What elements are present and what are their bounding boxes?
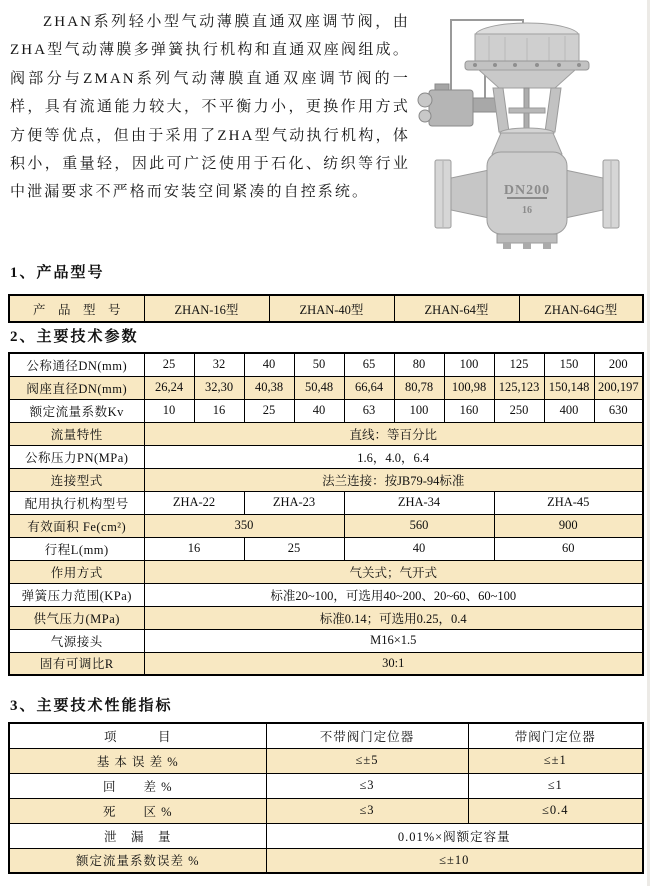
param-cell: 32,30 — [194, 376, 244, 399]
yoke — [493, 88, 561, 132]
param-cell: 63 — [344, 399, 394, 422]
table-row — [9, 445, 643, 468]
param-cell: 26,24 — [144, 376, 194, 399]
param-cell: 40 — [244, 353, 294, 376]
param-cell: 200,197 — [594, 376, 643, 399]
perf-header: 项 目 — [9, 723, 266, 748]
param-cell: 50 — [294, 353, 344, 376]
table-row — [9, 606, 643, 629]
model-cell: ZHAN-16型 — [144, 295, 269, 322]
param-cell: 80,78 — [394, 376, 444, 399]
param-cell: 直线：等百分比 — [144, 422, 643, 445]
param-cell: 66,64 — [344, 376, 394, 399]
table-row — [9, 629, 643, 652]
table-row — [9, 514, 643, 537]
param-label: 作用方式 — [9, 560, 144, 583]
param-cell: 350 — [144, 514, 344, 537]
section-title-tech-params: 2、主要技术参数 — [10, 329, 139, 345]
table-row — [9, 491, 643, 514]
param-label: 气源接头 — [9, 629, 144, 652]
param-cell: 40 — [294, 399, 344, 422]
table-row — [9, 583, 643, 606]
table-row — [9, 748, 643, 773]
bonnet — [492, 128, 562, 154]
param-cell: 标准20~100，可选用40~200、20~60、60~100 — [144, 583, 643, 606]
perf-cell: ≤0.4 — [468, 798, 643, 823]
param-cell: 10 — [144, 399, 194, 422]
param-cell: ZHA-34 — [344, 491, 494, 514]
param-cell: 125,123 — [494, 376, 544, 399]
table-row — [9, 422, 643, 445]
dn-label: DN200 — [503, 183, 551, 198]
param-cell: 1.6，4.0，6.4 — [144, 445, 643, 468]
param-cell: 250 — [494, 399, 544, 422]
perf-label: 基 本 误 差 % — [9, 748, 266, 773]
param-cell: ZHA-23 — [244, 491, 344, 514]
param-label: 固有可调比R — [9, 652, 144, 675]
param-cell: 100 — [394, 399, 444, 422]
param-label: 额定流量系数Kv — [9, 399, 144, 422]
param-cell: 32 — [194, 353, 244, 376]
tech-params-table — [8, 352, 644, 676]
param-cell: 200 — [594, 353, 643, 376]
perf-label: 额定流量系数误差 % — [9, 848, 266, 873]
param-label: 阀座直径DN(mm) — [9, 376, 144, 399]
table-row — [9, 773, 643, 798]
product-model-table — [8, 294, 644, 323]
param-label: 连接型式 — [9, 468, 144, 491]
param-cell: 160 — [444, 399, 494, 422]
param-cell: 630 — [594, 399, 643, 422]
section-title-performance: 3、主要技术性能指标 — [10, 698, 173, 714]
valve-body — [435, 152, 619, 249]
perf-cell: ≤±10 — [266, 848, 643, 873]
param-cell: 65 — [344, 353, 394, 376]
param-cell: 25 — [244, 399, 294, 422]
param-cell: 25 — [144, 353, 194, 376]
perf-cell: ≤1 — [468, 773, 643, 798]
perf-cell: ≤3 — [266, 773, 468, 798]
param-cell: ZHA-22 — [144, 491, 244, 514]
param-cell: 40,38 — [244, 376, 294, 399]
table-row — [9, 798, 643, 823]
param-cell: 150,148 — [544, 376, 594, 399]
table-row — [9, 537, 643, 560]
intro-paragraph: ZHAN系列轻小型气动薄膜直通双座调节阀，由ZHA型气动薄膜多弹簧执行机构和直通双座阀组成。阀部分与ZMAN系列气动薄膜直通双座调节阀的一样，具有流通能力较大，不平衡力小，更换作用方式方便等优点，但由于采用了ZHA型气动执行机构，体积小，重量轻，因此可广泛使用于石化、纺织等行业中泄漏要求不严格而安装空间紧凑的自控系统。 — [10, 14, 410, 201]
param-cell: 125 — [494, 353, 544, 376]
table-row — [9, 823, 643, 848]
perf-label: 死 区 % — [9, 798, 266, 823]
model-header-cell: 产 品 型 号 — [9, 295, 144, 322]
model-cell: ZHAN-64型 — [394, 295, 519, 322]
param-cell: 560 — [344, 514, 494, 537]
param-cell: 80 — [394, 353, 444, 376]
param-label: 弹簧压力范围(KPa) — [9, 583, 144, 606]
perf-cell: ≤3 — [266, 798, 468, 823]
param-label: 有效面积 Fe(cm²) — [9, 514, 144, 537]
pn-label: 16 — [522, 205, 532, 216]
param-cell: 16 — [194, 399, 244, 422]
param-cell: 60 — [494, 537, 643, 560]
param-cell: ZHA-45 — [494, 491, 643, 514]
table-row — [9, 723, 643, 748]
param-cell: 100,98 — [444, 376, 494, 399]
param-cell: 30:1 — [144, 652, 643, 675]
param-cell: 40 — [344, 537, 494, 560]
model-cell: ZHAN-40型 — [269, 295, 394, 322]
model-cell: ZHAN-64G型 — [519, 295, 643, 322]
param-cell: 900 — [494, 514, 643, 537]
section-title-product-model: 1、产品型号 — [10, 265, 105, 281]
param-cell: 100 — [444, 353, 494, 376]
table-row — [9, 295, 643, 322]
param-cell: 400 — [544, 399, 594, 422]
perf-cell: ≤±1 — [468, 748, 643, 773]
param-cell: 气关式；气开式 — [144, 560, 643, 583]
perf-label: 泄 漏 量 — [9, 823, 266, 848]
valve-photo — [405, 4, 645, 256]
actuator-dome — [465, 23, 589, 88]
param-cell: 25 — [244, 537, 344, 560]
table-row — [9, 848, 643, 873]
perf-header: 带阀门定位器 — [468, 723, 643, 748]
param-label: 流量特性 — [9, 422, 144, 445]
table-row — [9, 652, 643, 675]
param-label: 公称压力PN(MPa) — [9, 445, 144, 468]
param-cell: 16 — [144, 537, 244, 560]
table-row — [9, 353, 643, 376]
param-cell: 标准0.14；可选用0.25，0.4 — [144, 606, 643, 629]
param-cell: 法兰连接：按JB79-94标准 — [144, 468, 643, 491]
param-cell: M16×1.5 — [144, 629, 643, 652]
table-row — [9, 560, 643, 583]
perf-cell: 0.01%×阀额定容量 — [266, 823, 643, 848]
perf-cell: ≤±5 — [266, 748, 468, 773]
table-row — [9, 399, 643, 422]
param-label: 行程L(mm) — [9, 537, 144, 560]
table-row — [9, 376, 643, 399]
table-row — [9, 468, 643, 491]
param-cell: 150 — [544, 353, 594, 376]
param-cell: 50,48 — [294, 376, 344, 399]
positioner — [418, 84, 499, 126]
performance-table — [8, 722, 644, 874]
perf-header: 不带阀门定位器 — [266, 723, 468, 748]
param-label: 供气压力(MPa) — [9, 606, 144, 629]
param-label: 公称通径DN(mm) — [9, 353, 144, 376]
param-label: 配用执行机构型号 — [9, 491, 144, 514]
perf-label: 回 差 % — [9, 773, 266, 798]
